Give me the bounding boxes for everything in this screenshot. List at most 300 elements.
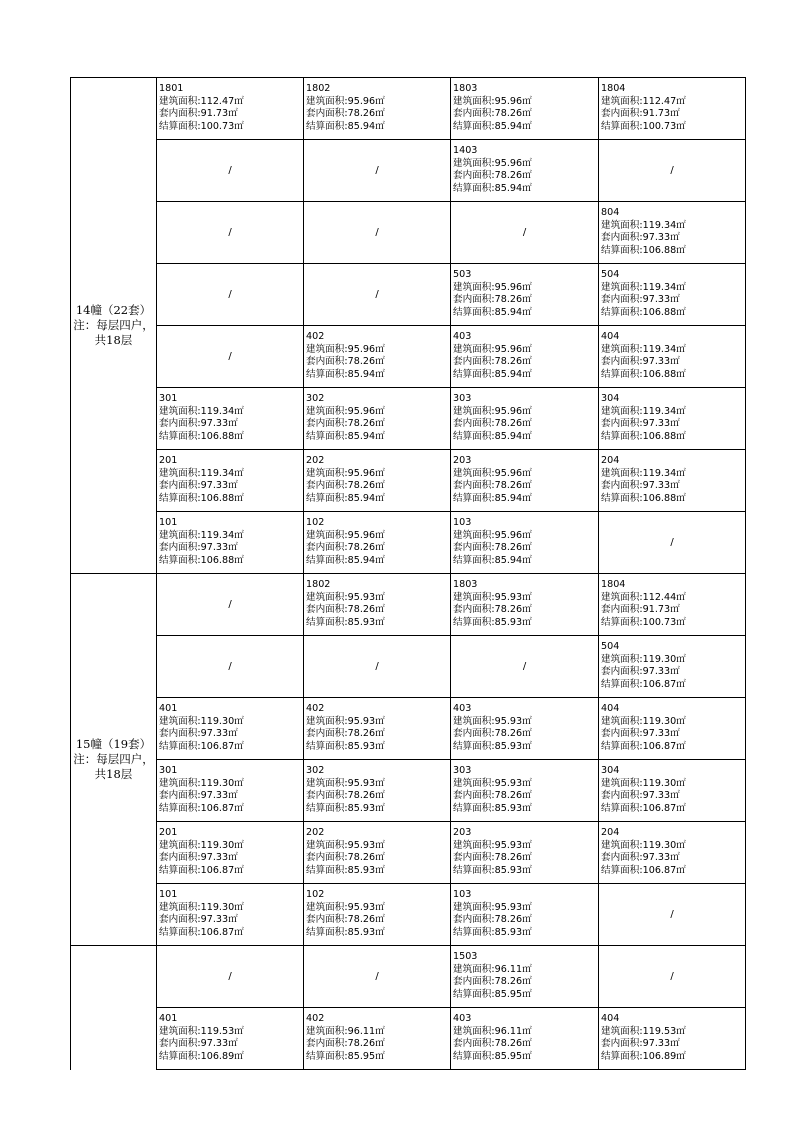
building-area-value: 95.96㎡: [494, 281, 532, 293]
settlement-area-label: 结算面积:: [159, 554, 201, 566]
inner-area-line: [601, 852, 745, 865]
inner-area-value: 78.26㎡: [347, 108, 385, 120]
empty-marker: /: [670, 971, 674, 982]
inner-area-label: 套内面积:: [159, 790, 201, 802]
unit-cell: [157, 698, 304, 760]
settlement-area-line: [159, 555, 303, 568]
room-number: 302: [306, 393, 325, 404]
inner-area-label: 套内面积:: [159, 480, 201, 492]
inner-area-label: 套内面积:: [306, 480, 348, 492]
unit-cell: [451, 512, 599, 574]
building-area-value: 119.30㎡: [642, 653, 686, 665]
building-area-value: 96.11㎡: [494, 1025, 532, 1037]
building-area-line: [159, 1026, 303, 1039]
settlement-area-label: 结算面积:: [306, 926, 348, 938]
building-area-value: 95.93㎡: [347, 715, 385, 727]
unit-cell: [157, 450, 304, 512]
building-area-line: [601, 220, 745, 233]
settlement-area-line: [601, 865, 745, 878]
building-area-value: 95.96㎡: [347, 405, 385, 417]
inner-area-value: 97.33㎡: [642, 232, 680, 244]
unit-cell: [451, 946, 599, 1008]
building-area-line: [453, 592, 598, 605]
building-area-line: [601, 282, 745, 295]
settlement-area-value: 106.87㎡: [200, 740, 244, 752]
settlement-area-value: 85.94㎡: [494, 120, 532, 132]
unit-info: [157, 1008, 303, 1063]
inner-area-line: [159, 728, 303, 741]
settlement-area-value: 106.88㎡: [642, 368, 686, 380]
building-area-line: [453, 964, 598, 977]
room-number: 404: [601, 331, 620, 342]
unit-info: [304, 760, 450, 815]
inner-area-label: 套内面积:: [159, 1038, 201, 1050]
unit-info: [304, 822, 450, 877]
table-row: [71, 388, 746, 450]
building-area-label: 建筑面积:: [601, 219, 643, 231]
room-number: 204: [601, 455, 620, 466]
settlement-area-line: [601, 121, 745, 134]
room-number: 202: [306, 455, 325, 466]
settlement-area-value: 85.94㎡: [347, 368, 385, 380]
room-number: 203: [453, 455, 472, 466]
room-number: 103: [453, 517, 472, 528]
table-row: [71, 326, 746, 388]
settlement-area-value: 106.88㎡: [642, 306, 686, 318]
building-area-value: 119.34㎡: [642, 405, 686, 417]
unit-cell: [451, 574, 599, 636]
building-area-label: 建筑面积:: [159, 839, 201, 851]
unit-info: [599, 1008, 745, 1063]
table-row: [71, 140, 746, 202]
inner-area-line: [453, 170, 598, 183]
room-number: 302: [306, 765, 325, 776]
inner-area-value: 78.26㎡: [494, 852, 532, 864]
inner-area-line: [601, 232, 745, 245]
building-area-value: 95.96㎡: [494, 529, 532, 541]
building-area-label: 建筑面积:: [159, 777, 201, 789]
unit-cell: [157, 78, 304, 140]
room-number: 301: [159, 393, 178, 404]
building-area-value: 119.34㎡: [200, 467, 244, 479]
building-area-line: [159, 840, 303, 853]
unit-info: [451, 946, 598, 1001]
unit-cell: [451, 884, 599, 946]
building-area-line: [306, 406, 450, 419]
building-area-label: 建筑面积:: [159, 95, 201, 107]
building-area-line: [306, 902, 450, 915]
building-area-line: [306, 344, 450, 357]
room-number: 1803: [453, 83, 478, 94]
unit-info: [304, 326, 450, 381]
inner-area-line: [306, 108, 450, 121]
settlement-area-label: 结算面积:: [601, 864, 643, 876]
settlement-area-label: 结算面积:: [601, 1050, 643, 1062]
settlement-area-line: [453, 369, 598, 382]
unit-info: [599, 574, 745, 629]
building-area-label: 建筑面积:: [453, 901, 495, 913]
unit-cell: [304, 326, 451, 388]
table-row: [71, 1008, 746, 1070]
unit-info: [451, 78, 598, 133]
inner-area-line: [453, 418, 598, 431]
unit-info: [451, 140, 598, 195]
settlement-area-line: [306, 741, 450, 754]
settlement-area-value: 85.93㎡: [494, 802, 532, 814]
inner-area-line: [453, 852, 598, 865]
building-area-label: 建筑面积:: [453, 529, 495, 541]
unit-info: [599, 264, 745, 319]
settlement-area-value: 85.93㎡: [347, 864, 385, 876]
settlement-area-line: [601, 741, 745, 754]
inner-area-value: 78.26㎡: [347, 790, 385, 802]
inner-area-value: 97.33㎡: [642, 728, 680, 740]
unit-cell: [451, 264, 599, 326]
settlement-area-line: [453, 617, 598, 630]
room-number: 303: [453, 765, 472, 776]
building-area-line: [453, 468, 598, 481]
settlement-area-line: [601, 493, 745, 506]
room-number: 402: [306, 1013, 325, 1024]
building-area-line: [159, 716, 303, 729]
table-row: [71, 450, 746, 512]
building-area-value: 95.93㎡: [347, 591, 385, 603]
inner-area-line: [306, 790, 450, 803]
building-area-label: 建筑面积:: [601, 467, 643, 479]
building-area-line: [453, 96, 598, 109]
settlement-area-value: 106.87㎡: [200, 802, 244, 814]
inner-area-line: [159, 1038, 303, 1051]
empty-marker: /: [522, 227, 527, 238]
building-area-label: 建筑面积:: [453, 715, 495, 727]
building-area-line: [601, 840, 745, 853]
unit-cell: [304, 1008, 451, 1070]
settlement-area-line: [306, 369, 450, 382]
inner-area-value: 91.73㎡: [642, 108, 680, 120]
unit-cell: [599, 202, 746, 264]
building-area-line: [601, 344, 745, 357]
unit-cell: [451, 78, 599, 140]
unit-cell: [599, 78, 746, 140]
unit-cell: [304, 574, 451, 636]
inner-area-label: 套内面积:: [453, 728, 495, 740]
room-number: 504: [601, 269, 620, 280]
inner-area-value: 78.26㎡: [347, 418, 385, 430]
inner-area-line: [159, 108, 303, 121]
inner-area-value: 78.26㎡: [347, 604, 385, 616]
unit-cell: [304, 450, 451, 512]
inner-area-value: 78.26㎡: [347, 480, 385, 492]
settlement-area-label: 结算面积:: [159, 120, 201, 132]
building-area-line: [453, 530, 598, 543]
inner-area-line: [306, 418, 450, 431]
inner-area-label: 套内面积:: [453, 790, 495, 802]
empty-cell: [304, 636, 451, 698]
table-row: [71, 884, 746, 946]
inner-area-label: 套内面积:: [453, 170, 495, 182]
building-area-label: 建筑面积:: [306, 343, 348, 355]
settlement-area-label: 结算面积:: [453, 926, 495, 938]
unit-cell: [599, 636, 746, 698]
building-area-label: 建筑面积:: [159, 529, 201, 541]
inner-area-label: 套内面积:: [453, 914, 495, 926]
building-area-value: 119.30㎡: [200, 715, 244, 727]
inner-area-value: 97.33㎡: [642, 790, 680, 802]
inner-area-line: [453, 728, 598, 741]
building-area-line: [453, 344, 598, 357]
building-area-label: 建筑面积:: [453, 777, 495, 789]
room-number: 404: [601, 1013, 620, 1024]
building-area-value: 112.47㎡: [200, 95, 244, 107]
unit-info: [599, 450, 745, 505]
building-area-value: 96.11㎡: [347, 1025, 385, 1037]
unit-info: [451, 698, 598, 753]
room-number: 101: [159, 517, 178, 528]
settlement-area-line: [159, 927, 303, 940]
building-name: 14幢（22套）: [75, 303, 152, 317]
room-number: 304: [601, 765, 620, 776]
settlement-area-label: 结算面积:: [306, 120, 348, 132]
settlement-area-label: 结算面积:: [601, 430, 643, 442]
building-area-value: 95.96㎡: [347, 95, 385, 107]
building-area-line: [306, 530, 450, 543]
settlement-area-value: 85.95㎡: [347, 1050, 385, 1062]
unit-info: [157, 512, 303, 567]
settlement-area-value: 85.94㎡: [494, 306, 532, 318]
building-area-label: 建筑面积:: [453, 343, 495, 355]
unit-cell: [599, 574, 746, 636]
inner-area-value: 97.33㎡: [642, 1038, 680, 1050]
building-area-line: [159, 902, 303, 915]
settlement-area-line: [601, 245, 745, 258]
settlement-area-line: [306, 555, 450, 568]
building-area-value: 119.34㎡: [642, 219, 686, 231]
building-area-line: [601, 96, 745, 109]
building-area-value: 119.30㎡: [200, 777, 244, 789]
unit-cell: [304, 512, 451, 574]
building-area-value: 112.44㎡: [642, 591, 686, 603]
settlement-area-line: [453, 121, 598, 134]
unit-cell: [599, 450, 746, 512]
unit-info: [157, 698, 303, 753]
settlement-area-value: 85.94㎡: [347, 120, 385, 132]
building-area-label: 建筑面积:: [601, 95, 643, 107]
building-area-label: 建筑面积:: [601, 343, 643, 355]
inner-area-line: [453, 790, 598, 803]
table-row: [71, 636, 746, 698]
settlement-area-label: 结算面积:: [306, 492, 348, 504]
inner-area-line: [601, 356, 745, 369]
building-area-value: 95.93㎡: [494, 715, 532, 727]
settlement-area-value: 106.88㎡: [200, 554, 244, 566]
settlement-area-value: 85.93㎡: [494, 740, 532, 752]
settlement-area-value: 106.89㎡: [200, 1050, 244, 1062]
building-area-label: 建筑面积:: [601, 653, 643, 665]
unit-info: [451, 264, 598, 319]
settlement-area-label: 结算面积:: [159, 1050, 201, 1062]
settlement-area-value: 85.93㎡: [347, 926, 385, 938]
inner-area-value: 78.26㎡: [494, 790, 532, 802]
unit-info: [599, 78, 745, 133]
room-number: 201: [159, 455, 178, 466]
inner-area-label: 套内面积:: [453, 1038, 495, 1050]
settlement-area-label: 结算面积:: [159, 740, 201, 752]
building-area-label: 建筑面积:: [306, 715, 348, 727]
inner-area-label: 套内面积:: [601, 480, 643, 492]
inner-area-value: 78.26㎡: [494, 976, 532, 988]
empty-cell: [157, 326, 304, 388]
inner-area-label: 套内面积:: [453, 976, 495, 988]
table-row: [71, 574, 746, 636]
settlement-area-value: 85.93㎡: [347, 802, 385, 814]
inner-area-line: [159, 852, 303, 865]
inner-area-value: 78.26㎡: [494, 604, 532, 616]
inner-area-label: 套内面积:: [306, 108, 348, 120]
empty-cell: [599, 884, 746, 946]
inner-area-value: 78.26㎡: [347, 852, 385, 864]
settlement-area-label: 结算面积:: [306, 616, 348, 628]
settlement-area-line: [159, 803, 303, 816]
building-area-label: 建筑面积:: [601, 777, 643, 789]
building-area-line: [306, 840, 450, 853]
settlement-area-value: 106.89㎡: [642, 1050, 686, 1062]
room-number: 404: [601, 703, 620, 714]
inner-area-line: [453, 604, 598, 617]
settlement-area-value: 106.88㎡: [642, 244, 686, 256]
building-area-label: 建筑面积:: [453, 157, 495, 169]
room-number: 503: [453, 269, 472, 280]
table-row: [71, 822, 746, 884]
building-area-value: 119.30㎡: [642, 715, 686, 727]
inner-area-line: [601, 604, 745, 617]
room-number: 1503: [453, 951, 478, 962]
settlement-area-line: [601, 679, 745, 692]
settlement-area-label: 结算面积:: [453, 802, 495, 814]
inner-area-label: 套内面积:: [159, 542, 201, 554]
inner-area-label: 套内面积:: [306, 852, 348, 864]
settlement-area-label: 结算面积:: [453, 554, 495, 566]
settlement-area-line: [453, 307, 598, 320]
inner-area-label: 套内面积:: [601, 108, 643, 120]
settlement-area-line: [159, 493, 303, 506]
building-area-line: [306, 778, 450, 791]
unit-cell: [157, 760, 304, 822]
inner-area-value: 78.26㎡: [494, 728, 532, 740]
settlement-area-label: 结算面积:: [601, 802, 643, 814]
unit-info: [304, 512, 450, 567]
unit-info: [451, 884, 598, 939]
building-area-value: 119.30㎡: [200, 839, 244, 851]
settlement-area-line: [453, 493, 598, 506]
building-area-value: 95.96㎡: [347, 467, 385, 479]
settlement-area-label: 结算面积:: [306, 554, 348, 566]
inner-area-label: 套内面积:: [453, 418, 495, 430]
unit-info: [599, 388, 745, 443]
empty-cell: [599, 140, 746, 202]
settlement-area-label: 结算面积:: [306, 740, 348, 752]
building-area-label: 建筑面积:: [159, 405, 201, 417]
inner-area-line: [159, 480, 303, 493]
inner-area-value: 78.26㎡: [494, 356, 532, 368]
settlement-area-label: 结算面积:: [601, 120, 643, 132]
unit-cell: [451, 822, 599, 884]
building-area-line: [306, 592, 450, 605]
building-area-value: 95.96㎡: [347, 529, 385, 541]
inner-area-value: 78.26㎡: [494, 418, 532, 430]
unit-cell: [599, 388, 746, 450]
inner-area-line: [601, 1038, 745, 1051]
settlement-area-value: 106.87㎡: [642, 802, 686, 814]
empty-marker: /: [228, 227, 232, 238]
building-cell: [71, 574, 157, 946]
inner-area-line: [453, 480, 598, 493]
building-area-label: 建筑面积:: [306, 467, 348, 479]
settlement-area-line: [453, 927, 598, 940]
building-area-label: 建筑面积:: [601, 405, 643, 417]
inner-area-line: [453, 976, 598, 989]
empty-marker: /: [228, 971, 232, 982]
inner-area-label: 套内面积:: [159, 914, 201, 926]
building-cell: [71, 78, 157, 574]
inner-area-value: 78.26㎡: [347, 542, 385, 554]
room-number: 1403: [453, 145, 478, 156]
table-row: [71, 760, 746, 822]
building-area-value: 95.93㎡: [494, 901, 532, 913]
building-area-label: 建筑面积:: [159, 1025, 201, 1037]
settlement-area-line: [306, 927, 450, 940]
settlement-area-label: 结算面积:: [453, 616, 495, 628]
building-area-line: [601, 592, 745, 605]
settlement-area-line: [453, 803, 598, 816]
unit-cell: [599, 264, 746, 326]
room-number: 402: [306, 331, 325, 342]
unit-info: [451, 760, 598, 815]
unit-cell: [451, 698, 599, 760]
room-number: 204: [601, 827, 620, 838]
unit-cell: [157, 388, 304, 450]
room-number: 303: [453, 393, 472, 404]
empty-cell: [599, 946, 746, 1008]
unit-info: [304, 574, 450, 629]
settlement-area-label: 结算面积:: [453, 120, 495, 132]
settlement-area-label: 结算面积:: [306, 1050, 348, 1062]
inner-area-label: 套内面积:: [453, 108, 495, 120]
unit-info: [304, 698, 450, 753]
inner-area-label: 套内面积:: [601, 790, 643, 802]
settlement-area-label: 结算面积:: [306, 368, 348, 380]
inner-area-line: [601, 108, 745, 121]
building-note: 注：每层四户，共18层: [73, 752, 154, 781]
unit-cell: [599, 1008, 746, 1070]
empty-marker: /: [375, 971, 379, 982]
empty-marker: /: [670, 537, 674, 548]
inner-area-value: 78.26㎡: [494, 542, 532, 554]
settlement-area-value: 106.88㎡: [200, 430, 244, 442]
unit-cell: [304, 388, 451, 450]
inner-area-label: 套内面积:: [453, 356, 495, 368]
settlement-area-value: 85.93㎡: [494, 864, 532, 876]
settlement-area-label: 结算面积:: [159, 926, 201, 938]
settlement-area-value: 85.95㎡: [494, 988, 532, 1000]
building-area-label: 建筑面积:: [306, 1025, 348, 1037]
inner-area-value: 97.33㎡: [200, 480, 238, 492]
building-area-value: 119.34㎡: [642, 281, 686, 293]
settlement-area-value: 85.93㎡: [494, 926, 532, 938]
building-area-value: 95.96㎡: [494, 467, 532, 479]
unit-cell: [451, 450, 599, 512]
inner-area-value: 78.26㎡: [347, 356, 385, 368]
room-number: 1803: [453, 579, 478, 590]
